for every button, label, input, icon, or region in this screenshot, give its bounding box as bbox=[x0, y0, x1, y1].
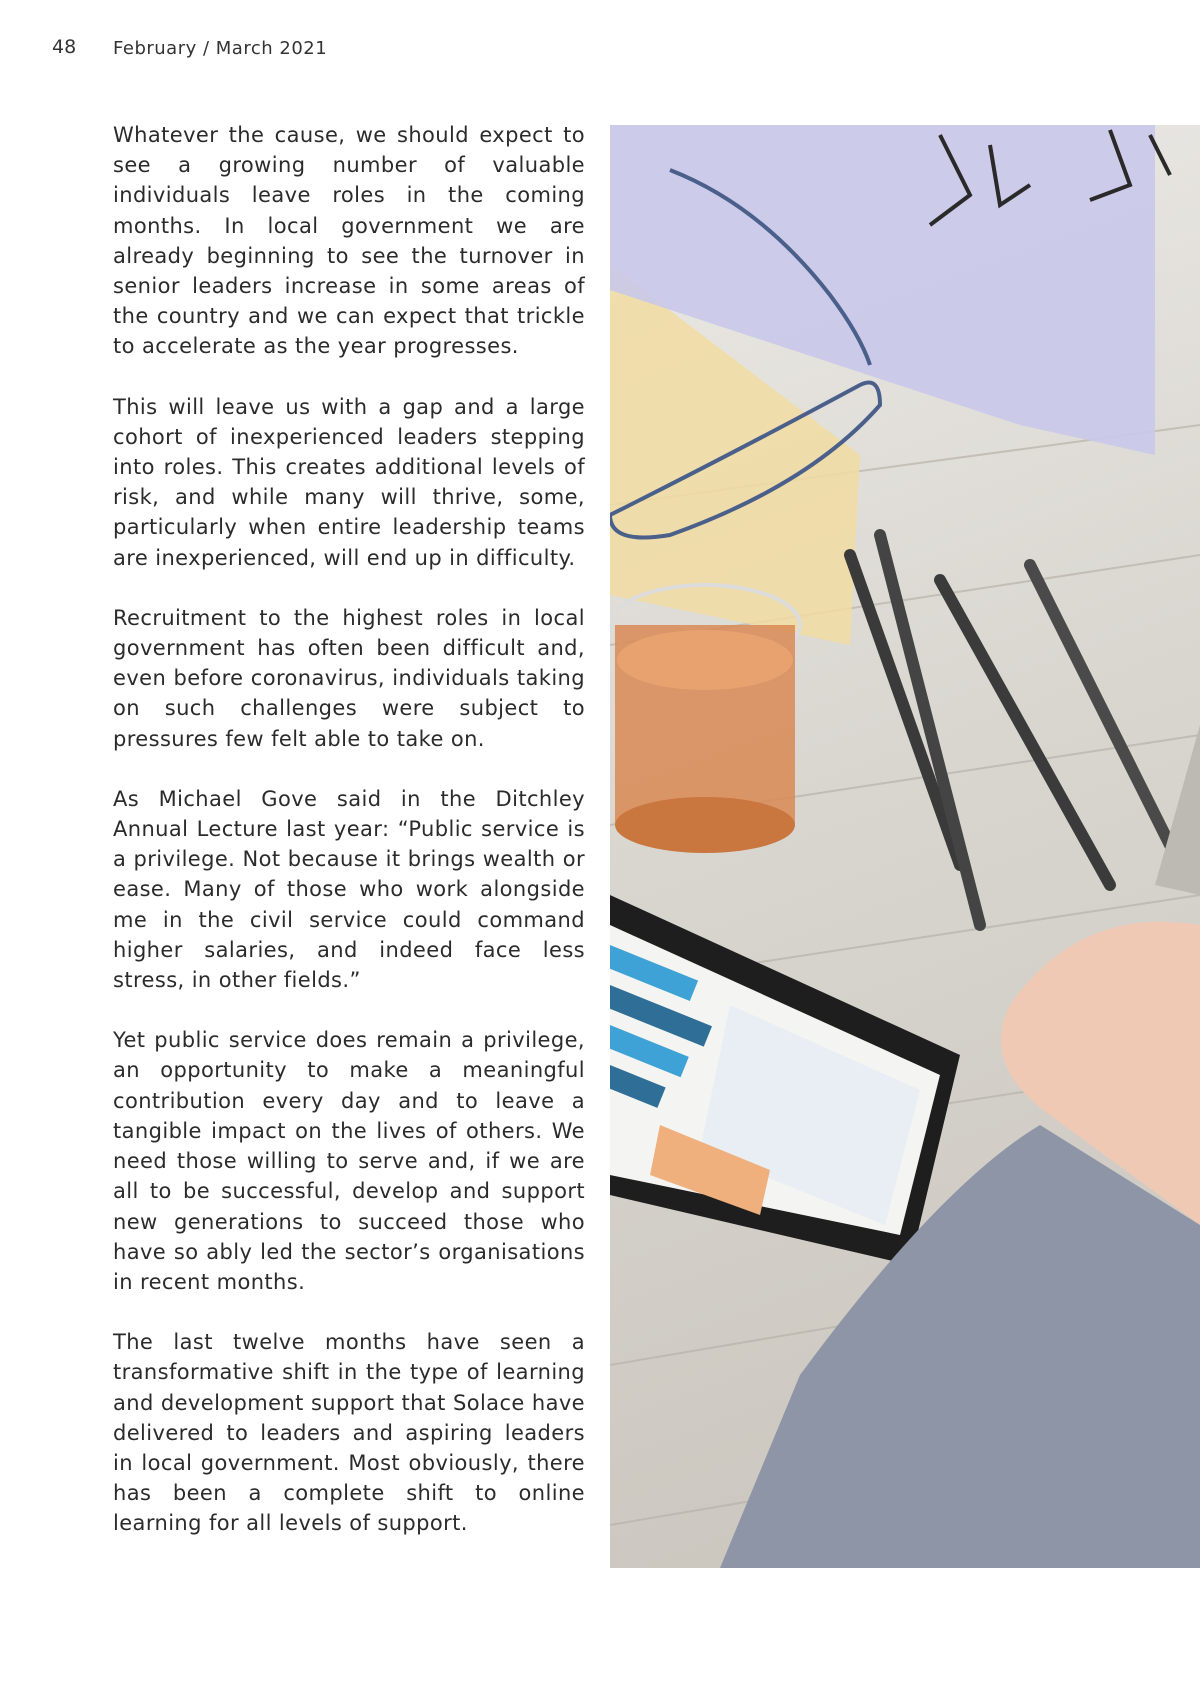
article-paragraph-5: Yet public service does remain a privilege, an opportunity to make a meaningful contribution every day and to leave a tangible impact on the lives of others. We need those willing to serve and, if we are all to be successful, develop and support new generations to succeed those who have so ably led the sector’s organisations in recent months. bbox=[113, 1028, 585, 1294]
laptop-corner bbox=[1155, 725, 1200, 895]
tea-glass bbox=[610, 585, 800, 853]
desk-photo-illustration bbox=[610, 125, 1200, 1568]
tablet bbox=[610, 895, 960, 1265]
page-number: 48 bbox=[52, 36, 77, 58]
article-paragraph-6: The last twelve months have seen a transformative shift in the type of learning and development support that Solace have delivered to leaders and aspiring leaders in local government. Most obviously, there has been a complete shift to online learning for all levels of support. bbox=[113, 1330, 585, 1536]
issue-date: February / March 2021 bbox=[113, 38, 328, 59]
pencils bbox=[850, 535, 1170, 925]
article-paragraph-3: Recruitment to the highest roles in local government has often been difficult and, even before coronavirus, individuals taking on such challenges were subject to pressures few felt able to take on. bbox=[113, 605, 585, 751]
article-paragraph-4: As Michael Gove said in the Ditchley Annual Lecture last year: “Public service is a privilege. Not because it brings wealth or ease. Many of those who work alongside me in the civil service could command higher salaries, and indeed face less stress, in other fields.” bbox=[113, 786, 585, 993]
desk-photo bbox=[610, 125, 1200, 1568]
article-body bbox=[113, 120, 585, 1569]
article-paragraph-2: This will leave us with a gap and a large cohort of inexperienced leaders stepping into roles. This creates additional levels of risk, and while many will thrive, some, particularly when entire leadership teams are inexperienced, will end up in difficulty. bbox=[113, 394, 585, 570]
article-paragraph-1: Whatever the cause, we should expect to see a growing number of valuable individuals leave roles in the coming months. In local government we are already beginning to see the turnover in senior leaders increase in some areas of the country and we can expect that trickle to accelerate as the year progresses. bbox=[113, 123, 585, 359]
